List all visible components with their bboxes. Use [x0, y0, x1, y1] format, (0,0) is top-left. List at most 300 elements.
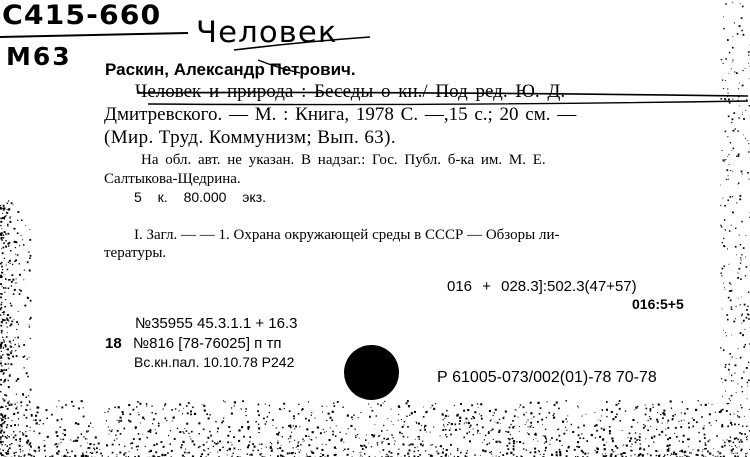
- speckle: [40, 449, 41, 450]
- speckle: [730, 440, 731, 441]
- speckle: [465, 418, 467, 420]
- speckle: [94, 449, 95, 450]
- speckle: [281, 409, 282, 410]
- speckle: [737, 383, 738, 384]
- speckle: [478, 407, 479, 408]
- speckle: [131, 442, 133, 444]
- speckle: [746, 426, 747, 427]
- speckle: [343, 450, 344, 451]
- speckle: [623, 452, 625, 454]
- speckle: [36, 422, 38, 424]
- speckle: [725, 229, 726, 230]
- speckle: [2, 252, 4, 254]
- speckle: [424, 429, 426, 431]
- speckle: [549, 412, 551, 414]
- speckle: [733, 148, 735, 150]
- speckle: [731, 335, 732, 336]
- speckle: [737, 273, 738, 274]
- author-heading: Раскин, Александр Петрович.: [105, 60, 356, 79]
- speckle: [399, 432, 401, 434]
- speckle: [744, 416, 745, 417]
- speckle: [255, 421, 257, 423]
- speckle: [541, 419, 543, 421]
- speckle: [739, 83, 740, 84]
- speckle: [731, 424, 733, 426]
- speckle: [0, 293, 2, 295]
- speckle: [643, 424, 644, 425]
- speckle: [19, 274, 21, 276]
- speckle: [527, 433, 528, 434]
- speckle: [745, 68, 746, 69]
- speckle: [13, 204, 14, 205]
- speckle: [729, 364, 731, 366]
- speckle: [257, 450, 259, 452]
- speckle: [24, 270, 25, 271]
- speckle: [0, 221, 2, 223]
- speckle: [730, 420, 731, 421]
- speckle: [16, 350, 17, 351]
- speckle: [131, 443, 132, 444]
- speckle: [247, 453, 248, 454]
- speckle: [459, 420, 461, 422]
- speckle: [401, 433, 402, 434]
- speckle: [433, 427, 434, 428]
- speckle: [397, 453, 399, 455]
- speckle: [10, 352, 12, 354]
- speckle: [445, 429, 447, 431]
- speckle: [156, 443, 158, 445]
- speckle: [311, 412, 312, 413]
- speckle: [108, 427, 109, 428]
- speckle: [14, 404, 15, 405]
- speckle: [261, 444, 263, 446]
- speckle: [745, 275, 746, 276]
- speckle: [116, 438, 117, 439]
- speckle: [526, 449, 527, 450]
- speckle: [347, 454, 349, 456]
- speckle: [736, 72, 738, 74]
- title-line-2: Дмитревского. — М. : Книга, 1978 С. —,15 с.; 20 см. —: [104, 104, 577, 125]
- speckle: [283, 403, 285, 405]
- shelfmark-underline: [0, 33, 188, 37]
- speckle: [149, 451, 150, 452]
- speckle: [507, 448, 509, 450]
- speckle: [684, 455, 685, 456]
- speckle: [653, 436, 655, 438]
- speckle: [739, 198, 741, 200]
- speckle: [584, 453, 586, 455]
- speckle: [606, 401, 608, 403]
- speckle: [539, 451, 541, 453]
- speckle: [667, 438, 669, 440]
- speckle: [158, 423, 159, 424]
- speckle: [13, 228, 14, 229]
- speckle: [179, 431, 181, 433]
- speckle: [578, 434, 580, 436]
- speckle: [379, 452, 380, 453]
- speckle: [667, 449, 669, 451]
- speckle: [2, 272, 4, 274]
- speckle: [723, 440, 724, 441]
- speckle: [732, 196, 733, 197]
- speckle: [639, 433, 640, 434]
- speckle: [227, 450, 228, 451]
- speckle: [747, 382, 749, 384]
- speckle: [675, 427, 677, 429]
- speckle: [600, 420, 601, 421]
- speckle: [622, 430, 623, 431]
- speckle: [124, 446, 125, 447]
- speckle: [155, 413, 157, 415]
- speckle: [578, 427, 580, 429]
- speckle: [361, 445, 363, 447]
- speckle: [15, 408, 17, 410]
- speckle: [635, 432, 636, 433]
- speckle: [1, 431, 2, 432]
- speckle: [681, 450, 683, 452]
- speckle: [6, 379, 7, 380]
- speckle: [4, 258, 5, 259]
- speckle: [721, 275, 722, 276]
- speckle: [3, 373, 4, 374]
- speckle: [326, 420, 327, 421]
- speckle: [252, 450, 254, 452]
- speckle: [745, 138, 746, 139]
- speckle: [602, 409, 603, 410]
- speckle: [741, 260, 742, 261]
- speckle: [490, 430, 491, 431]
- speckle: [398, 414, 399, 415]
- speckle: [698, 432, 699, 433]
- speckle: [167, 452, 169, 454]
- speckle: [172, 421, 173, 422]
- speckle: [315, 418, 316, 419]
- speckle: [732, 2, 733, 3]
- speckle: [553, 417, 555, 419]
- speckle: [305, 435, 307, 437]
- note-line-1: На обл. авт. не указан. В надзаг.: Гос. Публ. б-ка им. М. Е.: [141, 152, 546, 168]
- speckle: [668, 448, 669, 449]
- speckle: [150, 429, 152, 431]
- speckle: [404, 424, 405, 425]
- speckle: [5, 278, 7, 280]
- speckle: [615, 445, 617, 447]
- speckle: [729, 398, 730, 399]
- speckle: [398, 405, 400, 407]
- speckle: [238, 449, 239, 450]
- speckle: [58, 454, 59, 455]
- speckle: [544, 436, 546, 438]
- speckle: [382, 443, 383, 444]
- speckle: [340, 432, 341, 433]
- speckle: [24, 367, 25, 368]
- speckle: [723, 28, 724, 29]
- speckle: [1, 228, 2, 229]
- speckle: [3, 372, 5, 374]
- speckle: [551, 437, 553, 439]
- speckle: [650, 426, 651, 427]
- speckle: [25, 409, 26, 410]
- speckle: [613, 451, 614, 452]
- speckle: [526, 412, 527, 413]
- speckle: [705, 442, 706, 443]
- speckle: [747, 140, 748, 141]
- speckle: [494, 412, 495, 413]
- speckle: [251, 454, 253, 456]
- speckle: [2, 319, 3, 320]
- speckle: [699, 440, 701, 442]
- speckle: [723, 349, 725, 351]
- speckle: [391, 452, 393, 454]
- speckle: [726, 159, 727, 160]
- speckle: [450, 434, 452, 436]
- speckle: [493, 439, 494, 440]
- speckle: [0, 432, 2, 434]
- speckle: [583, 425, 585, 427]
- speckle: [424, 425, 426, 427]
- speckle: [87, 439, 88, 440]
- speckle: [615, 451, 616, 452]
- speckle: [739, 432, 741, 434]
- speckle: [5, 299, 6, 300]
- speckle: [22, 239, 23, 240]
- speckle: [618, 403, 619, 404]
- speckle: [681, 412, 682, 413]
- speckle: [326, 444, 327, 445]
- speckle: [276, 433, 278, 435]
- speckle: [391, 421, 392, 422]
- speckle: [473, 429, 474, 430]
- speckle: [430, 455, 432, 457]
- speckle: [20, 401, 22, 403]
- speckle: [730, 282, 731, 283]
- speckle: [482, 450, 484, 452]
- speckle: [637, 406, 638, 407]
- speckle: [129, 451, 130, 452]
- speckle: [4, 306, 6, 308]
- speckle: [530, 452, 532, 454]
- speckle: [739, 446, 740, 447]
- speckle: [502, 454, 504, 456]
- speckle: [180, 447, 182, 449]
- speckle: [1, 332, 2, 333]
- speckle: [676, 436, 678, 438]
- speckle: [11, 343, 12, 344]
- speckle: [107, 411, 108, 412]
- speckle: [28, 453, 30, 455]
- speckle: [20, 449, 22, 451]
- speckle: [656, 429, 657, 430]
- speckle: [566, 418, 568, 420]
- speckle: [8, 233, 10, 235]
- speckle: [488, 432, 490, 434]
- speckle: [27, 443, 28, 444]
- speckle: [727, 156, 728, 157]
- speckle: [387, 438, 389, 440]
- speckle: [673, 451, 675, 453]
- speckle: [554, 404, 556, 406]
- speckle: [672, 415, 674, 417]
- speckle: [216, 443, 218, 445]
- speckle: [722, 268, 724, 270]
- speckle: [386, 454, 387, 455]
- speckle: [1, 237, 3, 239]
- speckle: [64, 455, 66, 457]
- speckle: [545, 441, 547, 443]
- speckle: [730, 284, 731, 285]
- speckle: [6, 212, 7, 213]
- speckle: [0, 234, 2, 236]
- speckle: [444, 418, 445, 419]
- speckle: [7, 450, 9, 452]
- speckle: [643, 449, 645, 451]
- speckle: [729, 373, 730, 374]
- speckle: [13, 452, 15, 454]
- speckle: [8, 380, 9, 381]
- speckle: [17, 407, 18, 408]
- speckle: [562, 421, 564, 423]
- speckle: [420, 455, 421, 456]
- speckle: [740, 450, 742, 452]
- speckle: [130, 421, 132, 423]
- speckle: [546, 417, 547, 418]
- speckle: [0, 275, 2, 277]
- speckle: [34, 431, 35, 432]
- speckle: [291, 432, 292, 433]
- speckle: [71, 451, 73, 453]
- speckle: [164, 405, 165, 406]
- speckle: [482, 442, 483, 443]
- speckle: [630, 446, 631, 447]
- speckle: [118, 406, 120, 408]
- speckle: [731, 450, 733, 452]
- speckle: [10, 346, 12, 348]
- speckle: [80, 445, 81, 446]
- speckle: [603, 444, 605, 446]
- speckle: [741, 171, 743, 173]
- speckle: [295, 426, 297, 428]
- speckle: [473, 416, 474, 417]
- speckle: [0, 297, 2, 299]
- speckle: [735, 424, 736, 425]
- speckle: [199, 446, 200, 447]
- speckle: [191, 431, 192, 432]
- speckle: [0, 234, 1, 235]
- speckle: [468, 421, 469, 422]
- speckle: [5, 406, 6, 407]
- speckle: [391, 409, 392, 410]
- speckle: [738, 100, 739, 101]
- speckle: [277, 441, 278, 442]
- speckle: [61, 442, 62, 443]
- speckle: [630, 437, 632, 439]
- speckle: [334, 405, 336, 407]
- speckle: [4, 415, 6, 417]
- speckle: [353, 451, 354, 452]
- speckle: [0, 344, 1, 345]
- speckle: [684, 420, 685, 421]
- speckle: [696, 454, 698, 456]
- speckle: [731, 225, 732, 226]
- speckle: [558, 408, 560, 410]
- speckle: [746, 437, 747, 438]
- speckle: [7, 364, 8, 365]
- speckle: [269, 405, 270, 406]
- speckle: [212, 440, 214, 442]
- speckle: [598, 420, 599, 421]
- speckle: [719, 452, 721, 454]
- speckle: [170, 443, 172, 445]
- speckle: [231, 442, 232, 443]
- speckle: [164, 455, 165, 456]
- speckle: [350, 425, 352, 427]
- speckle: [539, 413, 541, 415]
- speckle: [51, 414, 53, 416]
- speckle: [728, 440, 730, 442]
- speckle: [30, 317, 32, 319]
- speckle: [559, 454, 561, 456]
- speckle: [720, 411, 722, 413]
- speckle: [16, 329, 17, 330]
- speckle: [0, 391, 1, 392]
- speckle: [730, 170, 731, 171]
- speckle: [19, 245, 20, 246]
- speckle: [58, 450, 60, 452]
- speckle: [582, 416, 583, 417]
- speckle: [153, 444, 155, 446]
- speckle: [748, 55, 749, 56]
- speckle: [471, 404, 473, 406]
- speckle: [9, 279, 11, 281]
- speckle: [736, 437, 738, 439]
- speckle: [729, 282, 730, 283]
- speckle: [662, 412, 664, 414]
- speckle: [712, 404, 713, 405]
- speckle: [1, 266, 3, 268]
- speckle: [725, 364, 727, 366]
- speckle: [745, 110, 746, 111]
- speckle: [0, 439, 1, 440]
- speckle: [530, 422, 532, 424]
- speckle: [229, 448, 231, 450]
- speckle: [0, 414, 2, 416]
- speckle: [726, 169, 728, 171]
- speckle: [0, 436, 2, 438]
- speckle: [629, 440, 631, 442]
- speckle: [736, 358, 737, 359]
- speckle: [75, 422, 77, 424]
- speckle: [246, 415, 247, 416]
- speckle: [360, 445, 361, 446]
- speckle: [5, 418, 7, 420]
- speckle: [456, 414, 458, 416]
- speckle: [293, 425, 294, 426]
- speckle: [459, 417, 461, 419]
- speckle: [299, 451, 300, 452]
- speckle: [13, 431, 14, 432]
- speckle: [231, 413, 233, 415]
- speckle: [2, 416, 4, 418]
- speckle: [412, 443, 413, 444]
- publisher-code: Р 61005-073/002(01)-78 70-78: [437, 369, 657, 386]
- speckle: [709, 453, 711, 455]
- speckle: [184, 428, 185, 429]
- speckle: [716, 420, 717, 421]
- speckle: [515, 409, 516, 410]
- speckle: [2, 419, 4, 421]
- speckle: [684, 454, 685, 455]
- speckle: [702, 449, 703, 450]
